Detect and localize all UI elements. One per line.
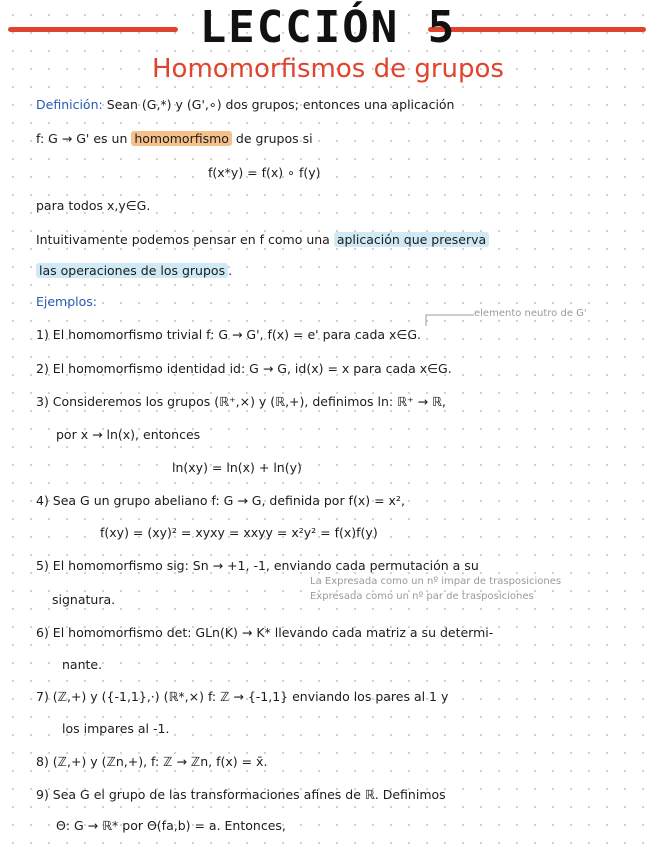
neutral-note-arrow <box>418 310 478 330</box>
example-7-line-1: 7) (ℤ,+) y ({-1,1},·) (ℝ*,×) f: ℤ → {-1,1} enviando los pares al 1 y <box>36 689 449 704</box>
intuition-period: . <box>228 263 233 278</box>
example-5-note-1: La Expresada como un nº impar de trasposiciones <box>310 576 562 587</box>
definition-text-2: f: G → G' es un <box>36 131 128 146</box>
definition-label: Definición: <box>36 97 103 112</box>
example-3-line-1: 3) Consideremos los grupos (ℝ⁺,×) y (ℝ,+), definimos ln: ℝ⁺ → ℝ, <box>36 394 446 409</box>
example-4-formula: f(xy) = (xy)² = xyxy = xxyy = x²y² = f(x)f(y) <box>100 525 378 540</box>
lesson-subtitle: Homomorfismos de grupos <box>152 54 504 84</box>
intuition-highlight-1: aplicación que preserva <box>334 232 489 247</box>
example-5-line-1: 5) El homomorfismo sig: Sn → +1, -1, enviando cada permutación a su <box>36 558 479 573</box>
definition-line-2 <box>36 131 313 146</box>
examples-label: Ejemplos: <box>36 294 98 309</box>
definition-line-3: para todos x,y∈G. <box>36 198 151 213</box>
example-5-line-2: signatura. <box>52 592 116 607</box>
intuition-text-1: Intuitivamente podemos pensar en f como una <box>36 232 330 247</box>
example-5-note-2: Expresada como un nº par de trasposiciones <box>310 591 534 602</box>
lesson-title: LECCIÓN 5 <box>199 2 457 53</box>
example-3-line-2: por x → ln(x), entonces <box>56 427 201 442</box>
homomorfismo-highlight: homomorfismo <box>131 131 232 146</box>
intuition-line-1 <box>36 232 489 247</box>
example-1: 1) El homomorfismo trivial f: G → G', f(x) = e' para cada x∈G. <box>36 327 421 342</box>
example-7-line-2: los impares al -1. <box>62 721 170 736</box>
definition-line-1 <box>36 97 454 112</box>
example-9-line-1: 9) Sea G el grupo de las transformaciones afines de ℝ. Definimos <box>36 787 446 802</box>
example-6-line-2: nante. <box>62 657 103 672</box>
example-2: 2) El homomorfismo identidad id: G → G, id(x) = x para cada x∈G. <box>36 361 452 376</box>
example-4-line-1: 4) Sea G un grupo abeliano f: G → G, definida por f(x) = x², <box>36 493 405 508</box>
example-9-line-2: Θ: G → ℝ* por Θ(fa,b) = a. Entonces, <box>56 818 286 833</box>
example-3-formula: ln(xy) = ln(x) + ln(y) <box>172 460 302 475</box>
neutral-element-note: elemento neutro de G' <box>474 308 587 319</box>
definition-formula: f(x*y) = f(x) ∘ f(y) <box>208 165 321 180</box>
example-8: 8) (ℤ,+) y (ℤn,+), f: ℤ → ℤn, f(x) = x̄. <box>36 754 268 769</box>
intuition-line-2 <box>36 263 232 278</box>
intuition-highlight-2: las operaciones de los grupos <box>36 263 228 278</box>
example-6-line-1: 6) El homomorfismo det: GLn(K) → K* llevando cada matriz a su determi- <box>36 625 494 640</box>
definition-text-2b: de grupos si <box>235 131 313 146</box>
definition-text-1: Sean (G,*) y (G',∘) dos grupos; entonces una aplicación <box>106 97 455 112</box>
